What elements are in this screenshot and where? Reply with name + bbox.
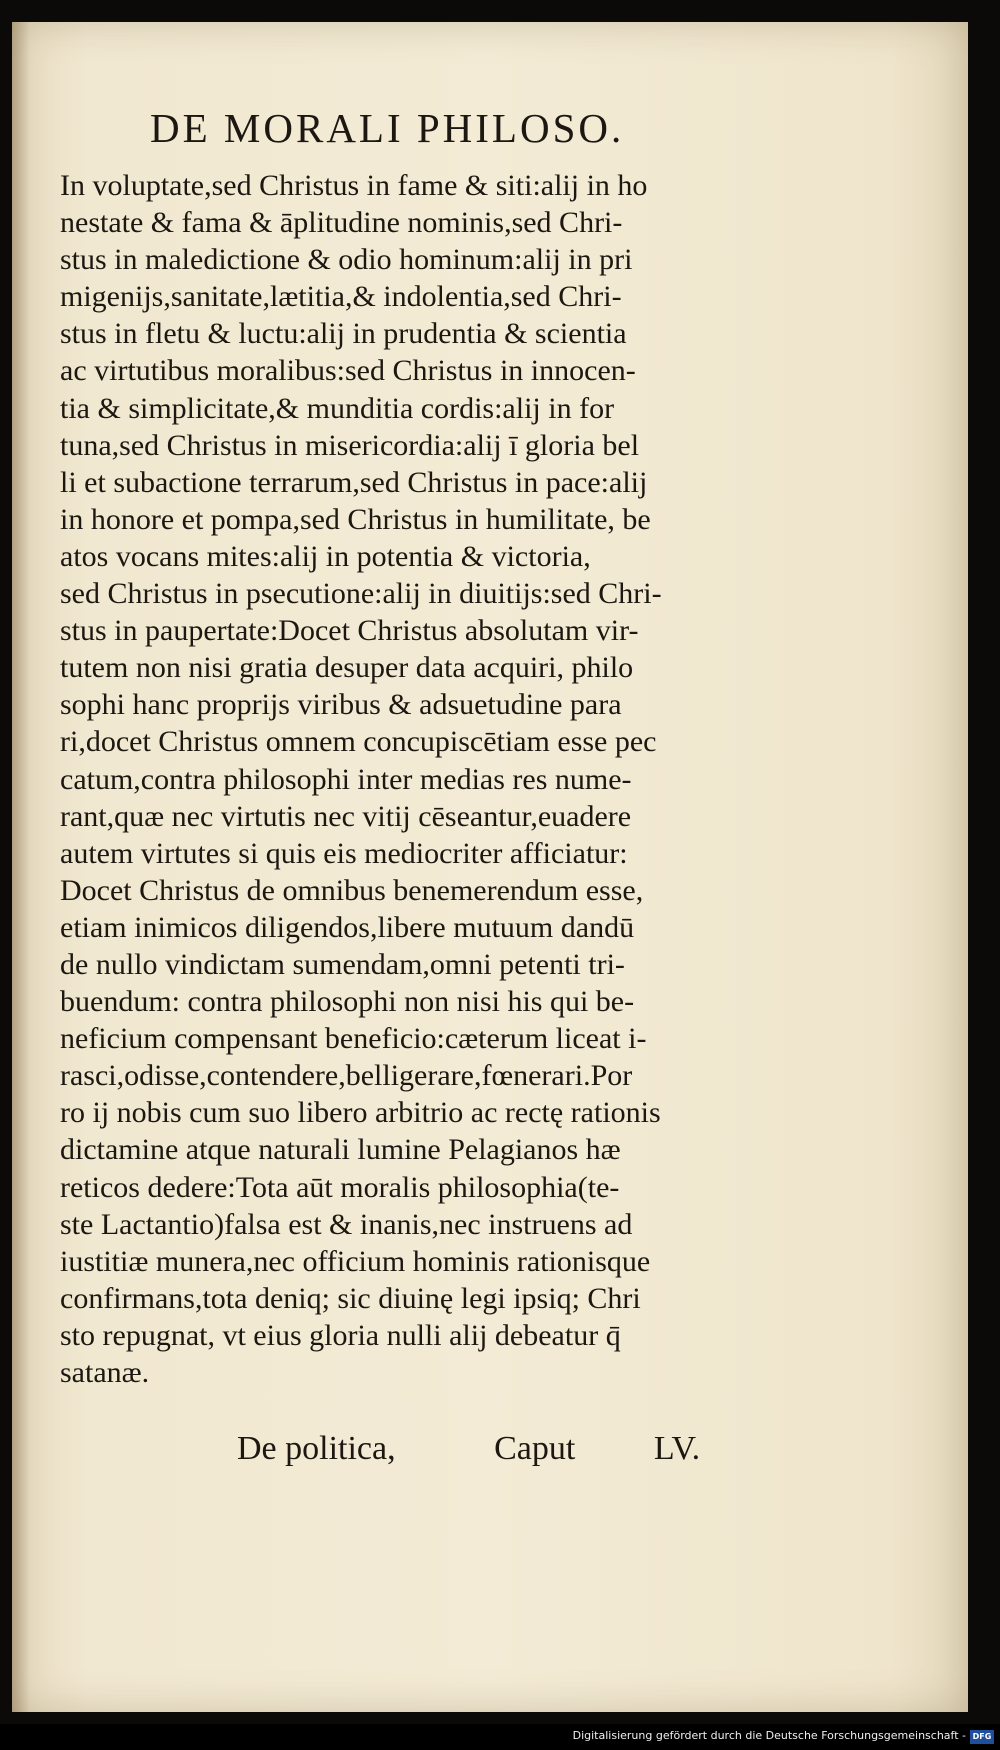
text-line: ac virtutibus moralibus:sed Christus in innocen- [60,354,636,388]
text-line: etiam inimicos diligendos,libere mutuum dandū [60,910,635,944]
text-line: confirmans,tota deniq; sic diuinę legi ipsiq; Chri [60,1281,641,1315]
text-line: rasci,odisse,contendere,belligerare,fœnerari.Por [60,1059,633,1093]
text-line: neficium compensant beneficio:cæterum liceat i- [60,1022,647,1056]
text-line: migenijs,sanitate,lætitia,& indolentia,sed Chri- [60,280,622,314]
text-line: ro ij nobis cum suo libero arbitrio ac rectę rationis [60,1096,661,1130]
text-line: sed Christus in psecutione:alij in diuitijs:sed Chri- [60,577,662,611]
text-line: ste Lactantio)falsa est & inanis,nec instruens ad [60,1207,633,1241]
text-line: iustitiæ munera,nec officium hominis rationisque [60,1244,651,1278]
text-line: autem virtutes si quis eis mediocriter afficiatur: [60,836,628,870]
text-line: in honore et pompa,sed Christus in humilitate, be [60,502,651,536]
text-line: buendum: contra philosophi non nisi his qui be- [60,985,635,1019]
text-line: tuna,sed Christus in misericordia:alij ī gloria bel [60,428,640,462]
chapter-heading [237,1430,797,1468]
chapter-number: LV. [653,1430,701,1467]
funding-notice: Digitalisierung gefördert durch die Deutsche Forschungsgemeinschaft - [572,1729,966,1742]
text-line: nestate & fama & āplitudine nominis,sed Chri- [60,206,623,240]
text-line: stus in paupertate:Docet Christus absolutam vir- [60,614,639,648]
text-line: In voluptate,sed Christus in fame & siti:alij in ho [60,169,648,202]
dfg-logo-icon: DFG [970,1730,994,1744]
chapter-caput-label: Caput [494,1430,576,1467]
chapter-title: De politica, [237,1430,396,1467]
text-line: tutem non nisi gratia desuper data acquiri, philo [60,651,634,685]
text-line: tia & simplicitate,& munditia cordis:alij in for [60,391,615,425]
text-line: stus in fletu & luctu:alij in prudentia & scientia [60,317,627,351]
text-line: sto repugnat, vt eius gloria nulli alij debeatur q̄ [60,1318,621,1352]
text-line: catum,contra philosophi inter medias res nume- [60,762,632,796]
book-page [12,22,968,1712]
text-line: stus in maledictione & odio hominum:alij in pri [60,243,633,277]
text-line: reticos dedere:Tota aūt moralis philosophia(te- [60,1170,620,1204]
text-line: ri,docet Christus omnem concupiscētiam esse pec [60,725,657,759]
text-line: li et subactione terrarum,sed Christus in pace:alij [60,465,648,499]
text-line: satanæ. [60,1356,150,1389]
text-line: sophi hanc proprijs viribus & adsuetudine para [60,688,622,722]
text-line: rant,quæ nec virtutis nec vitij cēseantur,euadere [60,799,632,833]
text-line: dictamine atque naturali lumine Pelagianos hæ [60,1133,621,1167]
body-text [60,167,850,1391]
text-line: Docet Christus de omnibus benemerendum esse, [60,873,644,907]
footer-bar [0,1724,1000,1750]
text-line: atos vocans mites:alij in potentia & victoria, [60,539,591,573]
running-head: DE MORALI PHILOSO. [150,105,625,151]
text-line: de nullo vindictam sumendam,omni petenti tri- [60,947,625,981]
